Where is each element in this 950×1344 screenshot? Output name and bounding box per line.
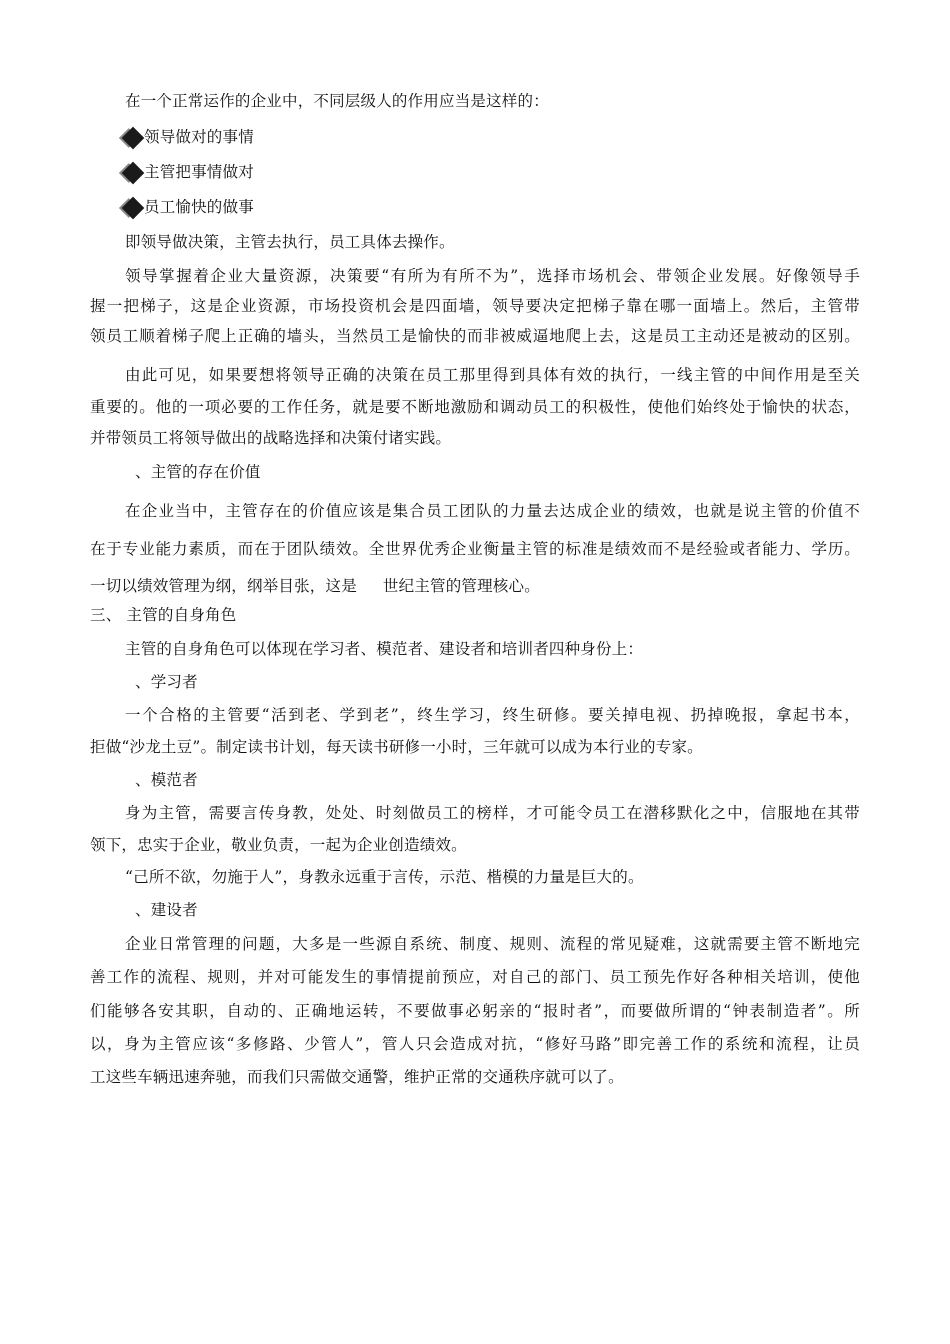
model-paragraph-line: 领下，忠实于企业，敬业负责，一起为企业创造绩效。 — [90, 836, 467, 854]
value-paragraph-line: 一切以绩效管理为纲，纲举目张，这是 世纪主管的管理核心。 — [90, 577, 540, 595]
diamond-bullet-icon — [122, 197, 145, 220]
value-paragraph-line: 在于专业能力素质，而在于团队绩效。全世界优秀企业衡量主管的标准是绩效而不是经验或者能力、学历。 — [90, 540, 860, 558]
summary-paragraph: 即领导做决策，主管去执行，员工具体去操作。 — [125, 233, 455, 251]
quote-paragraph: “己所不欲，勿施于人”，身教永远重于言传，示范、楷模的力量是巨大的。 — [125, 868, 644, 886]
builder-paragraph-line: 工这些车辆迅速奔驰，而我们只需做交通警，维护正常的交通秩序就可以了。 — [90, 1068, 624, 1086]
learner-paragraph-line: 一个合格的主管要“活到老、学到老”，终生学习，终生研修。要关掉电视、扔掉晚报，拿起书本， — [125, 706, 860, 724]
ladder-paragraph-line: 领导掌握着企业大量资源，决策要“有所为有所不为”，选择市场机会、带领企业发展。好像领导手 — [125, 267, 860, 285]
learner-paragraph-line: 拒做“沙龙土豆”。制定读书计划，每天读书研修一小时，三年就可以成为本行业的专家。 — [90, 738, 703, 756]
bullet-item: 领导做对的事情 — [144, 128, 254, 146]
diamond-bullet-icon — [122, 162, 145, 185]
subheading-learner: 、学习者 — [135, 673, 198, 691]
section-heading-value: 、主管的存在价值 — [135, 463, 261, 481]
roles-paragraph: 主管的自身角色可以体现在学习者、模范者、建设者和培训者四种身份上： — [125, 640, 644, 658]
middle-role-paragraph-line: 重要的。他的一项必要的工作任务，就是要不断地激励和调动员工的积极性，使他们始终处于愉快的状态， — [90, 398, 860, 416]
section-heading-three: 三、 主管的自身角色 — [90, 606, 237, 624]
value-paragraph-line: 在企业当中，主管存在的价值应该是集合员工团队的力量去达成企业的绩效，也就是说主管的价值不 — [125, 502, 860, 520]
ladder-paragraph-line: 握一把梯子，这是企业资源，市场投资机会是四面墙，领导要决定把梯子靠在哪一面墙上。然后，主管带 — [90, 297, 860, 315]
subheading-model: 、模范者 — [135, 771, 198, 789]
model-paragraph-line: 身为主管，需要言传身教，处处、时刻做员工的榜样，才可能令员工在潜移默化之中，信服地在其带 — [125, 804, 860, 822]
middle-role-paragraph-line: 由此可见，如果要想将领导正确的决策在员工那里得到具体有效的执行，一线主管的中间作用是至关 — [125, 366, 860, 384]
builder-paragraph-line: 以，身为主管应该“多修路、少管人”，管人只会造成对抗，“修好马路”即完善工作的系统和流程，让员 — [90, 1035, 860, 1053]
bullet-item: 员工愉快的做事 — [144, 198, 254, 216]
diamond-bullet-icon — [122, 127, 145, 150]
bullet-item: 主管把事情做对 — [144, 163, 254, 181]
subheading-builder: 、建设者 — [135, 901, 198, 919]
middle-role-paragraph-line: 并带领员工将领导做出的战略选择和决策付诸实践。 — [90, 429, 452, 447]
ladder-paragraph-line: 领员工顺着梯子爬上正确的墙头，当然员工是愉快的而非被威逼地爬上去，这是员工主动还是被动的区别。 — [90, 327, 860, 345]
intro-paragraph: 在一个正常运作的企业中，不同层级人的作用应当是这样的： — [125, 92, 549, 110]
builder-paragraph-line: 企业日常管理的问题，大多是一些源自系统、制度、规则、流程的常见疑难，这就需要主管不断地完 — [125, 935, 860, 953]
builder-paragraph-line: 善工作的流程、规则，并对可能发生的事情提前预应，对自己的部门、员工预先作好各种相关培训，使他 — [90, 968, 860, 986]
builder-paragraph-line: 们能够各安其职，自动的、正确地运转，不要做事必躬亲的“报时者”，而要做所谓的“钟表制造者”。所 — [90, 1002, 860, 1020]
